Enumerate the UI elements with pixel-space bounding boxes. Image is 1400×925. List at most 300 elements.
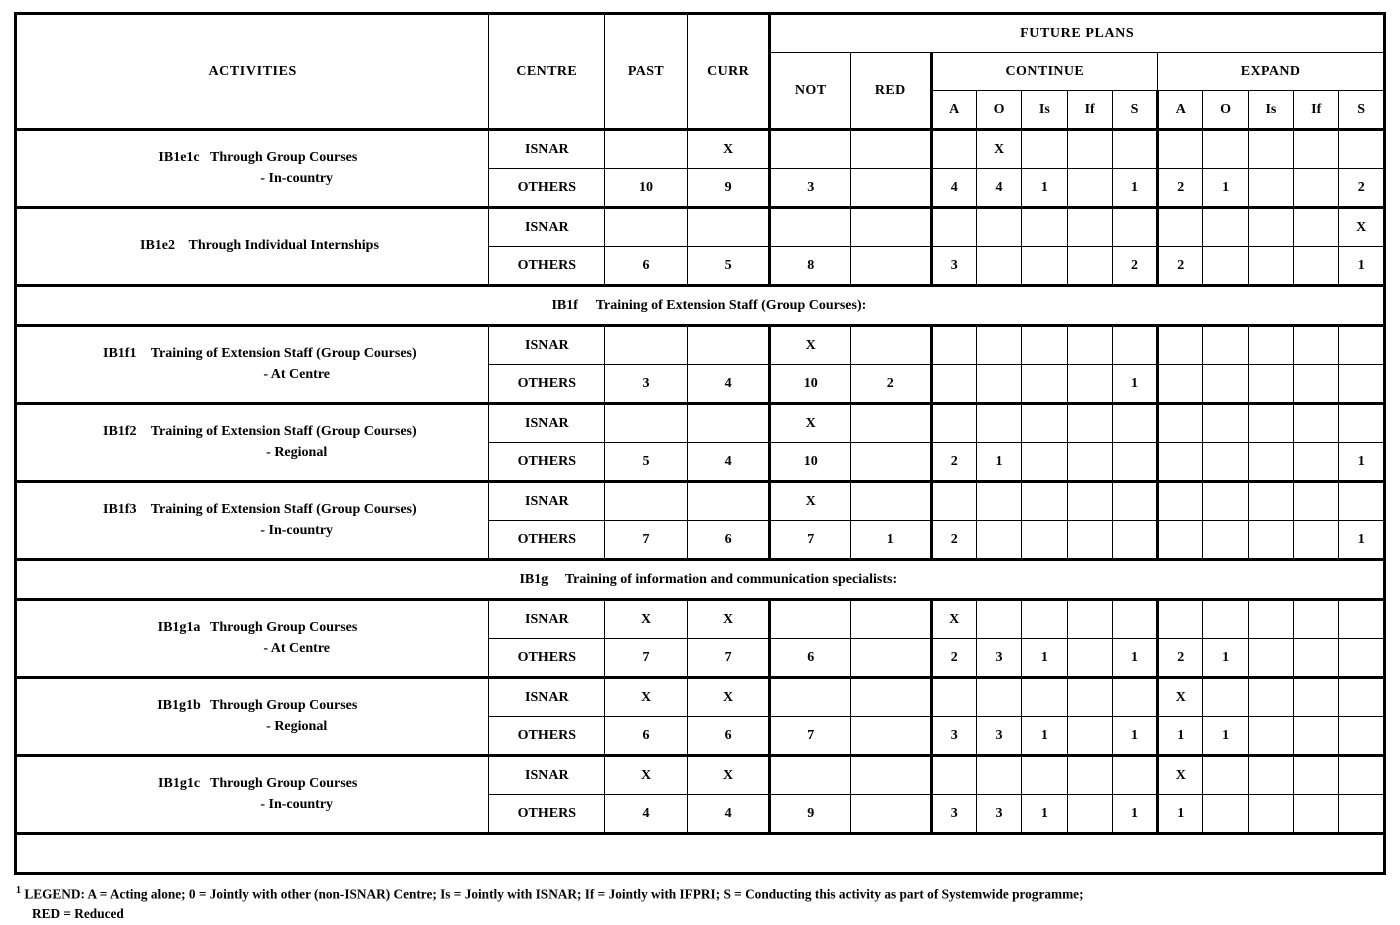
data-cell: X — [687, 130, 770, 169]
data-cell — [1067, 482, 1112, 521]
data-cell — [1248, 482, 1293, 521]
data-cell: 3 — [976, 639, 1021, 678]
data-cell — [1067, 717, 1112, 756]
table-body — [16, 130, 1385, 874]
data-cell — [976, 521, 1021, 560]
data-cell — [1339, 717, 1385, 756]
centre-cell: ISNAR — [489, 600, 605, 639]
centre-cell: ISNAR — [489, 482, 605, 521]
data-cell — [1022, 326, 1067, 365]
activity-code: IB1f2 — [103, 424, 137, 440]
activity-code: IB1f1 — [103, 346, 137, 362]
data-cell — [1248, 208, 1293, 247]
data-cell — [850, 443, 931, 482]
data-cell — [850, 795, 931, 834]
data-cell: 1 — [1112, 795, 1157, 834]
data-cell: X — [770, 404, 851, 443]
data-cell — [1248, 443, 1293, 482]
activity-cell — [16, 404, 489, 482]
data-cell — [770, 600, 851, 639]
legend-line-1: LEGEND: A = Acting alone; 0 = Jointly with other (non-ISNAR) Centre; Is = Jointly with ISNAR; If = Jointly with IFPRI; S = Conducting this activity as part of Systemwide programme; — [24, 886, 1084, 902]
data-cell — [1203, 130, 1248, 169]
activity-title: Through Individual Internships — [188, 238, 379, 254]
data-cell — [1067, 639, 1112, 678]
activity-cell — [16, 208, 489, 286]
header-red: RED — [850, 53, 931, 130]
data-cell — [1112, 130, 1157, 169]
data-cell — [1067, 208, 1112, 247]
data-cell — [850, 208, 931, 247]
data-cell — [850, 756, 931, 795]
data-cell — [931, 404, 976, 443]
data-cell — [850, 404, 931, 443]
data-cell: 2 — [931, 443, 976, 482]
activity-subtitle: - In-country — [260, 796, 334, 812]
data-cell — [1067, 678, 1112, 717]
activity-code: IB1g1c — [158, 776, 201, 792]
header-expand-if: If — [1294, 91, 1339, 130]
activity-code: IB1g1b — [157, 698, 201, 714]
section-label: Training of information and communication specialists: — [564, 571, 898, 587]
data-cell — [1022, 600, 1067, 639]
table-row — [16, 208, 1385, 247]
data-cell — [1203, 795, 1248, 834]
data-cell: 5 — [605, 443, 688, 482]
data-cell — [1248, 247, 1293, 286]
header-past: PAST — [605, 14, 688, 130]
data-cell — [1112, 326, 1157, 365]
data-cell — [1294, 756, 1339, 795]
data-cell — [1022, 521, 1067, 560]
data-cell — [605, 404, 688, 443]
data-cell — [931, 326, 976, 365]
data-cell — [850, 130, 931, 169]
section-row — [16, 560, 1385, 600]
data-cell — [1067, 443, 1112, 482]
data-cell: X — [605, 678, 688, 717]
data-cell — [1339, 482, 1385, 521]
header-continue-o: O — [976, 91, 1021, 130]
data-cell — [1294, 600, 1339, 639]
data-cell — [1248, 795, 1293, 834]
blank-cell — [16, 834, 1385, 874]
data-cell — [976, 678, 1021, 717]
data-cell — [1248, 404, 1293, 443]
data-cell: 4 — [931, 169, 976, 208]
data-cell: 8 — [770, 247, 851, 286]
activity-cell — [16, 756, 489, 834]
data-cell — [1339, 326, 1385, 365]
data-cell — [850, 482, 931, 521]
data-cell — [1248, 639, 1293, 678]
data-cell: X — [605, 756, 688, 795]
data-cell: X — [687, 600, 770, 639]
data-cell — [850, 600, 931, 639]
data-cell — [1294, 443, 1339, 482]
data-cell — [605, 208, 688, 247]
data-cell — [1248, 678, 1293, 717]
data-cell — [1022, 247, 1067, 286]
header-future-plans: FUTURE PLANS — [770, 14, 1385, 53]
data-cell: 1 — [1022, 717, 1067, 756]
data-cell — [1339, 756, 1385, 795]
data-cell: 1 — [1203, 717, 1248, 756]
data-cell — [770, 756, 851, 795]
data-cell — [1158, 326, 1203, 365]
data-cell — [976, 365, 1021, 404]
activity-subtitle: - Regional — [266, 444, 328, 460]
data-cell: X — [770, 482, 851, 521]
data-cell: 3 — [605, 365, 688, 404]
data-cell — [1158, 130, 1203, 169]
data-cell — [1203, 326, 1248, 365]
activity-code: IB1e1c — [158, 150, 200, 166]
data-cell — [1339, 678, 1385, 717]
data-cell — [1203, 756, 1248, 795]
data-cell — [1294, 365, 1339, 404]
centre-cell: OTHERS — [489, 717, 605, 756]
data-cell — [1112, 482, 1157, 521]
data-cell — [1112, 404, 1157, 443]
data-cell: 1 — [1339, 247, 1385, 286]
data-cell: 1 — [1112, 169, 1157, 208]
data-cell — [1203, 521, 1248, 560]
data-cell — [687, 326, 770, 365]
data-cell: 6 — [770, 639, 851, 678]
data-cell: 4 — [976, 169, 1021, 208]
data-cell — [1339, 600, 1385, 639]
header-centre: CENTRE — [489, 14, 605, 130]
activities-table — [14, 12, 1386, 875]
data-cell — [850, 247, 931, 286]
activity-cell — [16, 326, 489, 404]
data-cell: 7 — [605, 639, 688, 678]
data-cell — [605, 130, 688, 169]
data-cell: 9 — [770, 795, 851, 834]
data-cell: 10 — [605, 169, 688, 208]
activity-title: Training of Extension Staff (Group Courses) — [150, 424, 417, 440]
data-cell: X — [605, 600, 688, 639]
data-cell — [1339, 404, 1385, 443]
data-cell — [1112, 208, 1157, 247]
data-cell: 1 — [1112, 365, 1157, 404]
data-cell: 7 — [770, 717, 851, 756]
data-cell — [1203, 600, 1248, 639]
data-cell — [850, 169, 931, 208]
data-cell — [1203, 247, 1248, 286]
data-cell — [605, 482, 688, 521]
data-cell: 3 — [770, 169, 851, 208]
data-cell — [1203, 482, 1248, 521]
data-cell — [976, 600, 1021, 639]
data-cell: 10 — [770, 365, 851, 404]
data-cell — [850, 678, 931, 717]
data-cell: X — [1158, 756, 1203, 795]
data-cell: 6 — [605, 247, 688, 286]
section-code: IB1f — [551, 297, 578, 313]
header-continue-s: S — [1112, 91, 1157, 130]
data-cell — [1203, 365, 1248, 404]
data-cell — [976, 247, 1021, 286]
data-cell — [1067, 404, 1112, 443]
table-row — [16, 678, 1385, 717]
activity-title: Through Group Courses — [210, 776, 358, 792]
data-cell: 3 — [931, 717, 976, 756]
data-cell — [976, 756, 1021, 795]
section-title — [16, 560, 1385, 600]
data-cell — [770, 130, 851, 169]
centre-cell: ISNAR — [489, 404, 605, 443]
data-cell — [1067, 169, 1112, 208]
centre-cell: OTHERS — [489, 639, 605, 678]
data-cell — [976, 208, 1021, 247]
centre-cell: OTHERS — [489, 169, 605, 208]
header-not: NOT — [770, 53, 851, 130]
data-cell: 1 — [1203, 639, 1248, 678]
centre-cell: OTHERS — [489, 247, 605, 286]
data-cell — [976, 482, 1021, 521]
data-cell: 3 — [931, 795, 976, 834]
data-cell — [931, 365, 976, 404]
data-cell: 1 — [1158, 795, 1203, 834]
data-cell — [1158, 208, 1203, 247]
data-cell — [1248, 600, 1293, 639]
data-cell — [931, 678, 976, 717]
data-cell — [1339, 639, 1385, 678]
data-cell — [1022, 208, 1067, 247]
centre-cell: ISNAR — [489, 756, 605, 795]
data-cell — [1112, 756, 1157, 795]
data-cell — [1248, 756, 1293, 795]
activity-code: IB1f3 — [103, 502, 137, 518]
legend — [14, 884, 1386, 923]
data-cell: 1 — [1158, 717, 1203, 756]
data-cell — [1248, 717, 1293, 756]
activity-cell — [16, 130, 489, 208]
data-cell — [1248, 365, 1293, 404]
data-cell — [931, 208, 976, 247]
data-cell — [1294, 130, 1339, 169]
centre-cell: ISNAR — [489, 130, 605, 169]
activity-title: Through Group Courses — [210, 698, 358, 714]
data-cell — [1294, 326, 1339, 365]
data-cell: 1 — [976, 443, 1021, 482]
data-cell — [1339, 365, 1385, 404]
data-cell — [1067, 795, 1112, 834]
data-cell: 7 — [770, 521, 851, 560]
data-cell: 1 — [1339, 521, 1385, 560]
data-cell: 1 — [1339, 443, 1385, 482]
data-cell — [1294, 678, 1339, 717]
data-cell — [1022, 130, 1067, 169]
data-cell — [1203, 208, 1248, 247]
header-expand-o: O — [1203, 91, 1248, 130]
centre-cell: ISNAR — [489, 208, 605, 247]
section-code: IB1g — [519, 571, 549, 587]
data-cell — [1339, 795, 1385, 834]
header-expand: EXPAND — [1158, 53, 1385, 91]
data-cell — [1158, 600, 1203, 639]
section-title — [16, 286, 1385, 326]
data-cell — [770, 208, 851, 247]
data-cell — [1294, 404, 1339, 443]
data-cell: 2 — [1158, 639, 1203, 678]
data-cell — [1067, 247, 1112, 286]
data-cell: X — [687, 678, 770, 717]
data-cell: 2 — [931, 639, 976, 678]
data-cell — [1203, 443, 1248, 482]
data-cell — [687, 482, 770, 521]
data-cell: 9 — [687, 169, 770, 208]
header-curr: CURR — [687, 14, 770, 130]
data-cell — [1339, 130, 1385, 169]
data-cell — [1112, 521, 1157, 560]
activity-title: Through Group Courses — [210, 620, 358, 636]
data-cell — [1294, 795, 1339, 834]
data-cell — [1112, 678, 1157, 717]
data-cell — [1248, 169, 1293, 208]
activity-title: Through Group Courses — [210, 150, 358, 166]
activity-code: IB1g1a — [157, 620, 201, 636]
data-cell: X — [1339, 208, 1385, 247]
data-cell — [1248, 521, 1293, 560]
activity-cell — [16, 600, 489, 678]
header-expand-a: A — [1158, 91, 1203, 130]
header-continue-is: Is — [1022, 91, 1067, 130]
data-cell — [1067, 365, 1112, 404]
section-row — [16, 286, 1385, 326]
data-cell: 6 — [687, 521, 770, 560]
data-cell: 1 — [1022, 639, 1067, 678]
data-cell: 4 — [687, 795, 770, 834]
data-cell: 1 — [1112, 717, 1157, 756]
table-row — [16, 600, 1385, 639]
data-cell: 2 — [1339, 169, 1385, 208]
data-cell: 3 — [976, 795, 1021, 834]
data-cell: 1 — [850, 521, 931, 560]
centre-cell: OTHERS — [489, 521, 605, 560]
activity-subtitle: - Regional — [266, 718, 328, 734]
data-cell: 2 — [931, 521, 976, 560]
activity-title: Training of Extension Staff (Group Courses) — [150, 346, 417, 362]
data-cell — [1067, 521, 1112, 560]
data-cell: 5 — [687, 247, 770, 286]
data-cell — [931, 130, 976, 169]
data-cell: X — [687, 756, 770, 795]
data-cell: X — [976, 130, 1021, 169]
data-cell — [1248, 130, 1293, 169]
table-row — [16, 326, 1385, 365]
data-cell — [1294, 717, 1339, 756]
data-cell — [1158, 443, 1203, 482]
data-cell — [1294, 169, 1339, 208]
data-cell — [1203, 678, 1248, 717]
data-cell — [1022, 678, 1067, 717]
data-cell — [1067, 130, 1112, 169]
data-cell — [1067, 756, 1112, 795]
data-cell — [687, 404, 770, 443]
data-cell — [1294, 208, 1339, 247]
activity-subtitle: - In-country — [260, 522, 334, 538]
activity-code: IB1e2 — [140, 238, 175, 254]
data-cell — [1067, 326, 1112, 365]
table-header — [16, 14, 1385, 130]
activity-title: Training of Extension Staff (Group Courses) — [150, 502, 417, 518]
activity-subtitle: - At Centre — [263, 366, 330, 382]
centre-cell: ISNAR — [489, 326, 605, 365]
data-cell — [1022, 756, 1067, 795]
data-cell: 4 — [687, 365, 770, 404]
data-cell — [931, 756, 976, 795]
blank-row — [16, 834, 1385, 874]
data-cell — [1203, 404, 1248, 443]
data-cell: 2 — [1158, 247, 1203, 286]
section-label: Training of Extension Staff (Group Courses): — [595, 297, 867, 313]
data-cell — [1158, 404, 1203, 443]
header-continue: CONTINUE — [931, 53, 1158, 91]
data-cell — [1158, 482, 1203, 521]
data-cell — [1294, 482, 1339, 521]
header-expand-is: Is — [1248, 91, 1293, 130]
data-cell — [1294, 521, 1339, 560]
data-cell — [1022, 482, 1067, 521]
data-cell: 1 — [1022, 169, 1067, 208]
header-continue-a: A — [931, 91, 976, 130]
data-cell: 1 — [1203, 169, 1248, 208]
activity-subtitle: - In-country — [260, 170, 334, 186]
data-cell — [605, 326, 688, 365]
data-cell: 2 — [1112, 247, 1157, 286]
activity-subtitle: - At Centre — [263, 640, 330, 656]
data-cell — [850, 639, 931, 678]
data-cell — [1158, 365, 1203, 404]
data-cell: X — [1158, 678, 1203, 717]
data-cell: 10 — [770, 443, 851, 482]
data-cell: 4 — [687, 443, 770, 482]
data-cell — [1112, 600, 1157, 639]
header-activities: ACTIVITIES — [16, 14, 489, 130]
data-cell — [1022, 365, 1067, 404]
header-continue-if: If — [1067, 91, 1112, 130]
data-cell — [1248, 326, 1293, 365]
data-cell — [1112, 443, 1157, 482]
table-row — [16, 482, 1385, 521]
legend-line-2: RED = Reduced — [32, 905, 124, 921]
data-cell: 1 — [1022, 795, 1067, 834]
data-cell: X — [770, 326, 851, 365]
data-cell — [1022, 443, 1067, 482]
data-cell — [976, 404, 1021, 443]
data-cell — [1022, 404, 1067, 443]
data-cell — [687, 208, 770, 247]
centre-cell: ISNAR — [489, 678, 605, 717]
table-row — [16, 404, 1385, 443]
data-cell — [850, 326, 931, 365]
data-cell: X — [931, 600, 976, 639]
data-cell: 1 — [1112, 639, 1157, 678]
activity-cell — [16, 678, 489, 756]
centre-cell: OTHERS — [489, 795, 605, 834]
data-cell — [931, 482, 976, 521]
legend-marker: 1 — [16, 885, 21, 896]
data-cell — [1158, 521, 1203, 560]
data-cell — [1294, 639, 1339, 678]
data-cell: 6 — [605, 717, 688, 756]
data-cell: 2 — [1158, 169, 1203, 208]
table-row — [16, 130, 1385, 169]
data-cell — [976, 326, 1021, 365]
data-cell: 4 — [605, 795, 688, 834]
